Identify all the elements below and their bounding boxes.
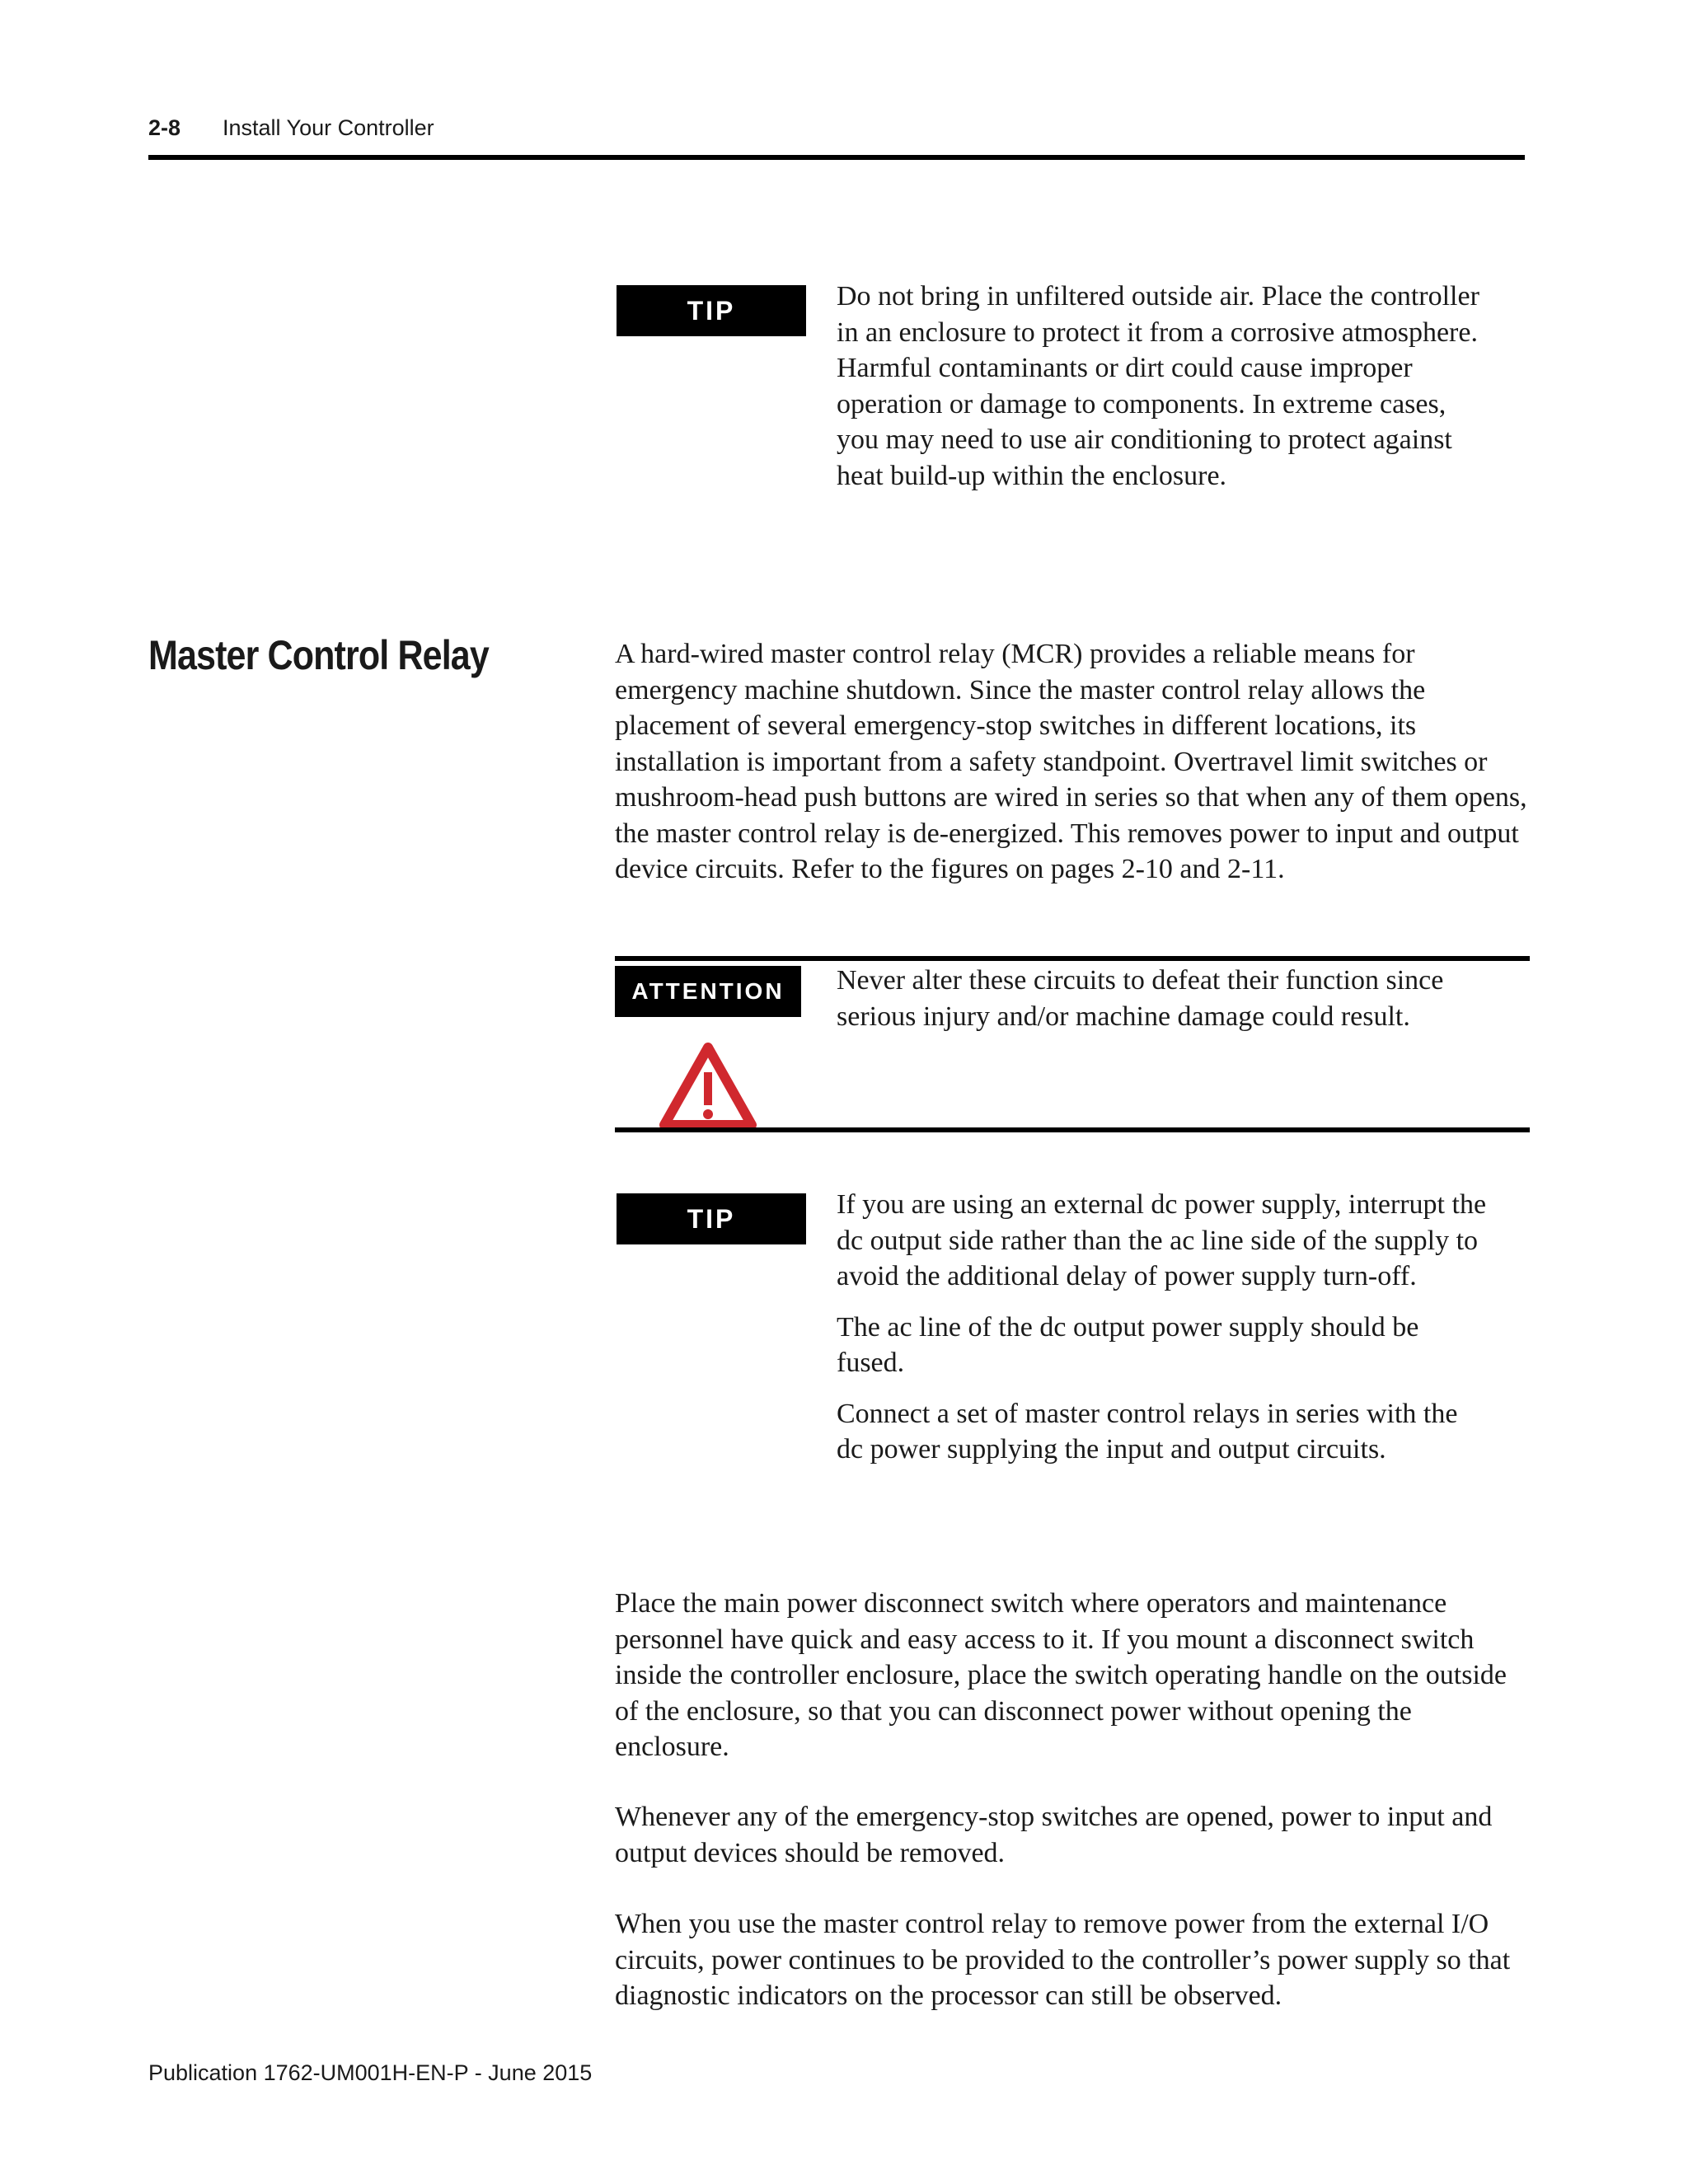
attention-label: ATTENTION [615,966,801,1017]
tip-paragraph: Connect a set of master control relays in series with the dc power supplying the input and output circuits. [837,1398,1458,1465]
tip-label: TIP [617,1193,806,1244]
warning-triangle-icon [659,1043,757,1129]
tip-label: TIP [617,285,806,336]
section-heading: Master Control Relay [148,632,489,678]
tip-paragraph: If you are using an external dc power supply, interrupt the dc output side rather than the ac line side of the supply to avoid the additional delay of power supply turn-off. [837,1189,1487,1291]
attention-top-rule [615,956,1530,961]
attention-text: Never alter these circuits to defeat their function since serious injury and/or machine damage could result. [837,965,1444,1032]
tip-paragraph: The ac line of the dc output power supply should be fused. [837,1311,1419,1378]
body-paragraph: Whenever any of the emergency-stop switches are opened, power to input and output devices should be removed. [615,1802,1493,1868]
header-rule [148,155,1525,160]
section-intro: A hard-wired master control relay (MCR) provides a reliable means for emergency machine shutdown. Since the master control relay allows the placement of several emergency-stop switches in different locations, its installation is important from a safety standpoint. Overtravel limit switches or mushroom-head push buttons are wired in series so that when any of them opens, the master control relay is de-energized. This removes power to input and output device circuits. Refer to the figures on pages 2-10 and 2-11. [615,639,1527,884]
body-paragraph: Place the main power disconnect switch where operators and maintenance personnel have quick and easy access to it. If you mount a disconnect switch inside the controller enclosure, place the switch operating handle on the outside of the enclosure, so that you can disconnect power without opening the enclosure. [615,1588,1507,1762]
running-title: Install Your Controller [223,115,434,140]
tip-text: Do not bring in unfiltered outside air. Place the controller in an enclosure to protect it from a corrosive atmosphere. Harmful contaminants or dirt could cause improper operation or damage to components. In extreme cases, you may need to use air conditioning to protect against heat build-up within the enclosure. [837,281,1479,491]
body-paragraph: When you use the master control relay to remove power from the external I/O circuits, power continues to be provided to the controller’s power supply so that diagnostic indicators on the processor can still be observed. [615,1909,1511,2011]
page-number: 2-8 [148,115,181,140]
tip-text-block [837,1187,1488,1468]
footer-publication: Publication 1762-UM001H-EN-P - June 2015 [148,2060,593,2085]
attention-bottom-rule [615,1127,1530,1132]
